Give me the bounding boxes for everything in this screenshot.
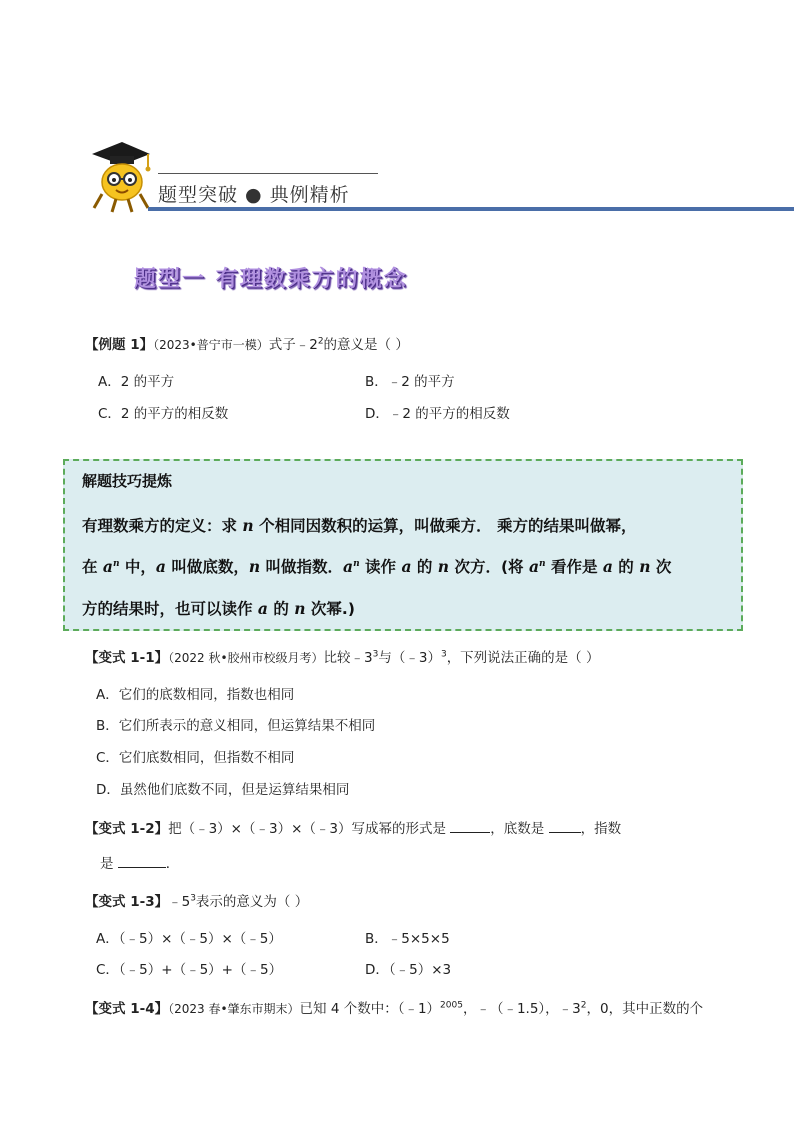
blank-exponent[interactable] bbox=[118, 855, 166, 868]
header-bar bbox=[148, 207, 794, 211]
blank-base[interactable] bbox=[549, 820, 581, 833]
tip-line-1: 有理数乘方的定义：求 n 个相同因数积的运算，叫做乘方． 乘方的结果叫做幂， bbox=[82, 516, 637, 535]
variant-1-2-stem-line2: 是 ． bbox=[100, 856, 180, 872]
example1-option-a: A．2 的平方 bbox=[98, 374, 175, 390]
tip-line-2: 在 $a^n$ 中，a 叫做底数，n 叫做指数．$a^n$ 读作 a 的 n 次方．(将 $a^n$ 看作是 a 的 n 次 bbox=[82, 557, 672, 576]
blank-power-form[interactable] bbox=[450, 820, 490, 833]
mascot-graduate-icon bbox=[88, 138, 154, 214]
example1-exponent: 2 bbox=[317, 336, 324, 347]
section-title: 题型一 有理数乘方的概念 bbox=[134, 267, 408, 292]
example1-source: （2023•普宁市一模） bbox=[153, 338, 269, 352]
example1-option-d: D．﹣2 的平方的相反数 bbox=[365, 406, 510, 422]
variant-1-3-option-b: B．﹣5×5×5 bbox=[365, 931, 450, 947]
tip-title: 解题技巧提炼 bbox=[82, 472, 173, 490]
variant-1-1-label: 【变式 1-1】 bbox=[85, 650, 169, 666]
variant-1-3-option-d: D．（﹣5）×3 bbox=[365, 962, 452, 978]
header-rule bbox=[158, 173, 378, 174]
variant-1-1-stem: 【变式 1-1】（2022 秋•胶州市校级月考）比较$﹣3^3$与（﹣3）$^3$，下列说法正确的是（ ） bbox=[85, 649, 600, 666]
variant-1-3-label: 【变式 1-3】 bbox=[85, 894, 169, 910]
variant-1-3-stem: 【变式 1-3】$﹣5^3$表示的意义为（ ） bbox=[85, 893, 309, 910]
example1-stem-text: 式子﹣2 bbox=[268, 337, 318, 353]
variant-1-3-option-c: C．（﹣5）+（﹣5）+（﹣5） bbox=[96, 962, 283, 978]
tip-line-3: 方的结果时，也可以读作 a 的 n 次幂.) bbox=[82, 599, 355, 618]
example1-stem bbox=[85, 333, 409, 353]
variant-1-4-label: 【变式 1-4】 bbox=[85, 1001, 169, 1017]
example1-stem-tail: 的意义是（ ） bbox=[323, 337, 409, 353]
variant-1-2-stem: 【变式 1-2】把（﹣3）×（﹣3）×（﹣3）写成幂的形式是 ，底数是 ，指数 bbox=[85, 821, 622, 837]
example1-option-b: B．﹣2 的平方 bbox=[365, 374, 455, 390]
example1-option-c: C．2 的平方的相反数 bbox=[98, 406, 229, 422]
variant-1-4-source: （2023 春•肇东市期末） bbox=[168, 1002, 300, 1016]
variant-1-1-option-a: A．它们的底数相同，指数也相同 bbox=[96, 687, 295, 703]
variant-1-1-source: （2022 秋•胶州市校级月考） bbox=[168, 651, 324, 665]
example1-label: 【例题 1】 bbox=[85, 337, 154, 353]
variant-1-4-stem: 【变式 1-4】（2023 春•肇东市期末）已知 4 个数中：（﹣1）$^{2005}$，﹣（﹣1.5），$﹣3^2$，0，其中正数的个 bbox=[85, 1000, 704, 1017]
variant-1-1-option-b: B．它们所表示的意义相同，但运算结果不相同 bbox=[96, 718, 376, 734]
variant-1-1-option-c: C．它们底数相同，但指数不相同 bbox=[96, 750, 295, 766]
header-title: 题型突破 ● 典例精析 bbox=[158, 184, 350, 206]
variant-1-1-option-d: D．虽然他们底数不同，但是运算结果相同 bbox=[96, 782, 350, 798]
variant-1-3-option-a: A．（﹣5）×（﹣5）×（﹣5） bbox=[96, 931, 282, 947]
variant-1-2-label: 【变式 1-2】 bbox=[85, 821, 169, 837]
